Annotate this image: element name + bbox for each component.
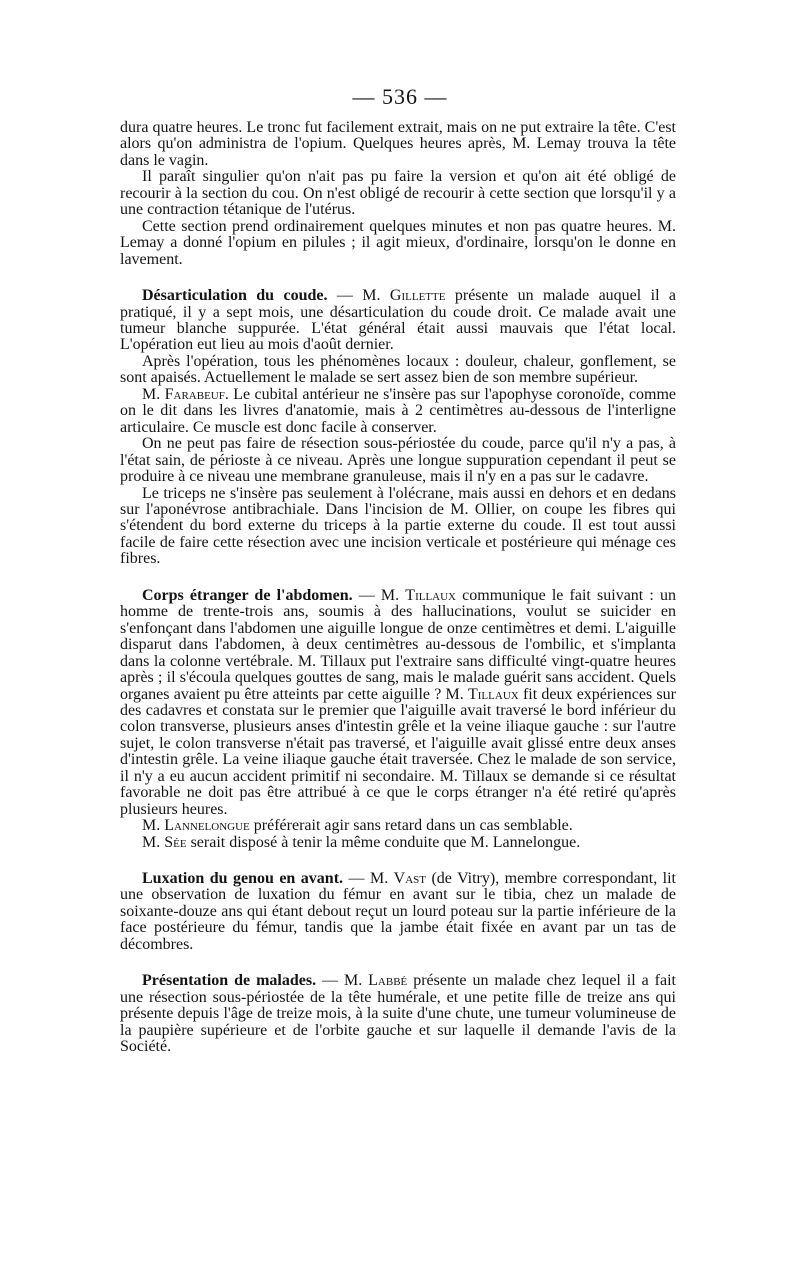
section-knee-luxation bbox=[120, 871, 676, 953]
dash: — M. bbox=[327, 287, 390, 305]
paragraph-text: présente un malade chez lequel il a fait une résection sous-périostée de la tête humérale, et une petite fille de treize ans qui présente depuis l'âge de treize mois, à la suite d'une chute, une tumeur volumineuse de la paupière supérieure et de l'orbite gauche et sur laquelle il demande l'avis de la Société. bbox=[120, 972, 676, 1056]
section-heading: Désarticulation du coude. bbox=[142, 287, 328, 305]
paragraph-text: . Le cubital antérieur ne s'insère pas sur l'apophyse coronoïde, comme on le dit dans les livres d'anatomie, mais à 2 centimètres au-dessous de l'interligne articulaire. Ce muscle est donc facile à conserver. bbox=[120, 385, 676, 436]
author-name: Vast bbox=[393, 870, 426, 888]
paragraph-text: communique le fait suivant : un homme de trente-trois ans, soumis à des hallucinations, voulut se suicider en s'enfonçant dans l'abdomen une aiguille longue de onze centimètres et demi. L'aiguille disparut dans l'abdomen, à deux centimètres au-dessous de l'ombilic, et s'implanta dans la colonne vertébrale. M. Tillaux put l'extraire sans difficulté vingt-quatre heures après ; il s'écoula quelques gouttes de sang, mais le malade guérit sans accident. Quels organes avaient pu être atteints par cette aiguille ? M. bbox=[120, 586, 676, 703]
paragraph: Cette section prend ordinairement quelques minutes et non pas quatre heures. M. Lemay a donné l'opium en pilules ; il agit mieux, d'ordinaire, lorsqu'on le donne en lavement. bbox=[120, 217, 676, 268]
paragraph-text: présente un malade auquel il a pratiqué, il y a sept mois, une désarticulation du coude droit. Ce malade avait une tumeur blanche suppurée. L'état général était aussi mauvais que l'état local. L'opération eut lieu au mois d'août dernier. bbox=[120, 287, 677, 354]
prefix: M. bbox=[142, 833, 165, 851]
paragraph-text: (de Vitry), membre correspondant, lit une observation de luxation du fémur en avant sur le tibia, chez un malade de soixante-douze ans qui étant debout reçut un lourd poteau sur la partie inférieure de la face postérieure du fémur, tandis que la jambe était fixée en avant par un tas de décombres. bbox=[120, 870, 676, 953]
paragraph-text: serait disposé à tenir la même conduite que M. Lannelongue. bbox=[186, 833, 581, 851]
prefix: M. bbox=[142, 385, 165, 403]
prefix: M. bbox=[142, 817, 165, 835]
page-number: — 536 — bbox=[352, 84, 448, 109]
paragraph: dura quatre heures. Le tronc fut facilement extrait, mais on ne put extraire la tête. C'est alors qu'on administra de l'opium. Quelques heures après, M. Lemay trouva la tête dans le vagin. bbox=[120, 119, 676, 169]
paragraph: Après l'opération, tous les phénomènes locaux : douleur, chaleur, gonflement, se sont apaisés. Actuellement le malade se sert assez bien de son membre supérieur. bbox=[120, 352, 676, 387]
paragraph: Le triceps ne s'insère pas seulement à l'olécrane, mais aussi en dehors et en dedans sur l'aponévrose antibrachiale. Dans l'incision de M. Ollier, on coupe les fibres qui s'étendent du bord externe du triceps à la partie externe du coude. Il est tout aussi facile de faire cette résection avec une incision verticale et postérieure qui ménage ces fibres. bbox=[120, 484, 676, 568]
author-name: Labbé bbox=[368, 972, 408, 990]
author-name: Tillaux bbox=[405, 586, 457, 604]
section-foreign-body-abdomen bbox=[120, 588, 676, 818]
author-name: Sée bbox=[164, 833, 187, 851]
dash: — M. bbox=[352, 586, 406, 604]
paragraph-text: fit deux expériences sur des cadavres et constata sur le premier que l'aiguille avait traversé le bord inférieur du colon transverse, plusieurs anses d'intestin grêle et la veine iliaque gauche : sur l'autre sujet, le colon transverse n'était pas traversé, et l'aiguille avait glissé entre deux anses d'intestin grêle. La veine iliaque gauche était traversée. Chez le malade de son service, il n'y a eu aucun accident primitif ni secondaire. M. Tillaux se demande si ce résultat favorable ne doit pas être attribué à ce que le corps étranger n'a été retiré qu'après plusieurs heures. bbox=[120, 685, 676, 818]
paragraph bbox=[120, 835, 676, 851]
paragraph bbox=[120, 818, 676, 834]
paragraph bbox=[120, 387, 676, 436]
section-elbow-disarticulation bbox=[120, 288, 676, 354]
author-name: Tillaux bbox=[468, 685, 519, 703]
paragraph-text: préférerait agir sans retard dans un cas semblable. bbox=[249, 817, 573, 835]
paragraph: Il paraît singulier qu'on n'ait pas pu faire la version et qu'on ait été obligé de recourir à la section du cou. On n'est obligé de recourir à cette section que lorsqu'il y a une contraction tétanique de l'utérus. bbox=[120, 168, 676, 219]
dash: — M. bbox=[343, 870, 394, 888]
section-heading: Présentation de malades. bbox=[142, 972, 317, 990]
dash: — M. bbox=[316, 972, 369, 990]
section-heading: Corps étranger de l'abdomen. bbox=[142, 586, 353, 604]
paragraph: On ne peut pas faire de résection sous-périostée du coude, parce qu'il n'y a pas, à l'état sain, de périoste à ce niveau. Après une longue suppuration cependant il peut se produire à ce niveau une membrane granuleuse, mais il n'y en a pas sur le cadavre. bbox=[120, 435, 676, 486]
body-text bbox=[120, 120, 676, 1056]
author-name: Gillette bbox=[389, 287, 446, 305]
section-heading: Luxation du genou en avant. bbox=[142, 870, 344, 888]
author-name: Lannelongue bbox=[164, 817, 250, 835]
author-name: Farabeuf bbox=[164, 385, 225, 403]
section-patient-presentation bbox=[120, 973, 676, 1055]
